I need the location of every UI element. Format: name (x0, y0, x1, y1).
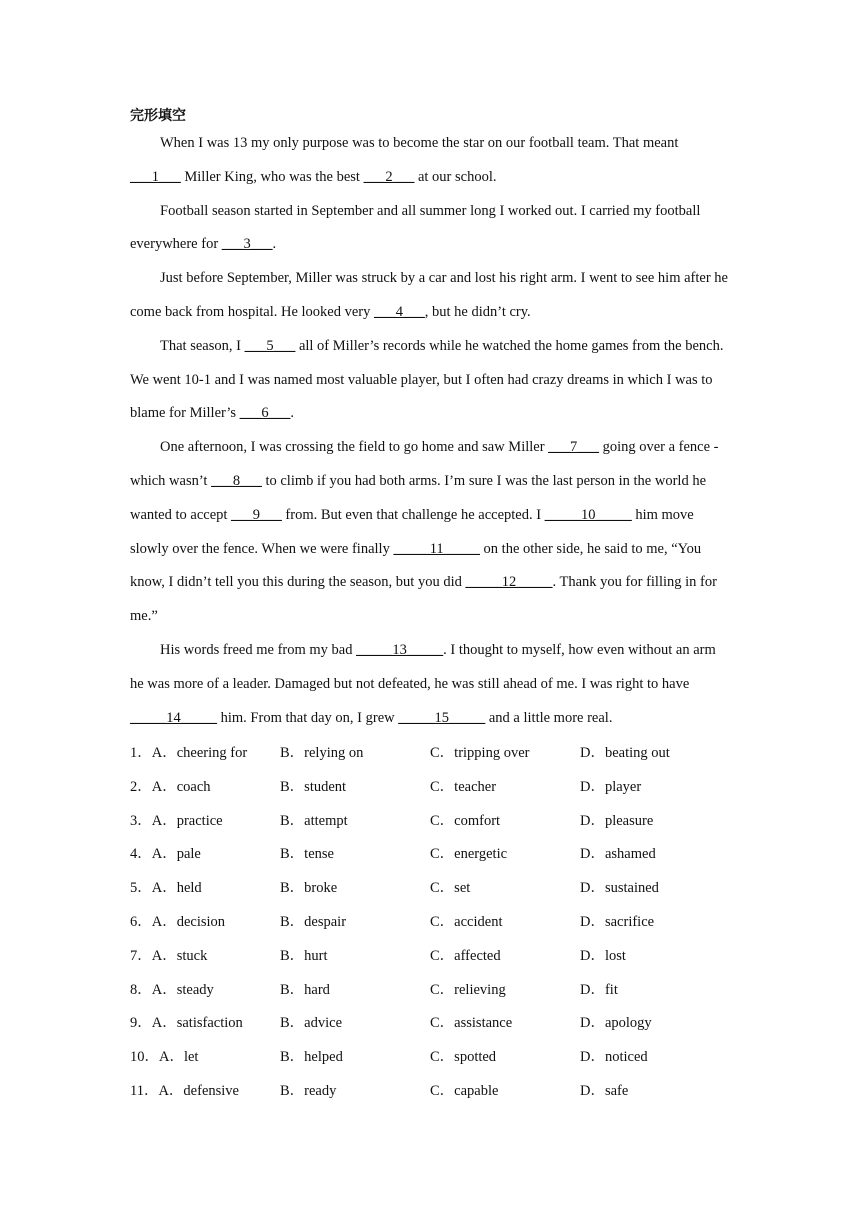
option-b: B．hard (280, 981, 330, 998)
option-c: C．affected (430, 947, 501, 964)
passage-text: . (290, 405, 295, 422)
option-b: B．despair (280, 913, 347, 930)
passage-text: Miller King, who was the best (180, 168, 364, 185)
passage-text: That season, I (160, 337, 245, 354)
option-c: C．capable (430, 1082, 499, 1099)
option-c: C．energetic (430, 846, 508, 863)
cloze-passage (130, 127, 730, 735)
passage-text: and a little more real. (485, 709, 613, 726)
passage-paragraph (130, 431, 730, 634)
option-a: 4．A．pale (130, 846, 201, 863)
passage-text: When I was 13 my only purpose was to become the star on our football team. That meant (160, 135, 679, 151)
passage-paragraph (130, 330, 730, 431)
question-row (130, 1041, 730, 1075)
option-a: 3．A．practice (130, 812, 223, 829)
option-c: C．tripping over (430, 745, 530, 761)
passage-text: to climb if you had both arms. I’m sure I was the last person in the world he wanted to accept (130, 472, 707, 523)
option-b: B．helped (280, 1049, 343, 1066)
passage-text: all of Miller’s records while he watched the home games from the bench. We went 10-1 and I was named most valuable player, but I often had crazy dreams in which I was to blame for Miller’s (130, 337, 724, 422)
option-c: C．spotted (430, 1049, 497, 1066)
option-c: C．comfort (430, 812, 501, 829)
passage-text: One afternoon, I was crossing the field to go home and saw Miller (160, 439, 549, 456)
answer-blank: _____10_____ (544, 506, 632, 523)
answer-options (130, 737, 730, 1109)
passage-text: Just before September, Miller was struck by a car and lost his right arm. I went to see him after he come back from hospital. He looked very (130, 270, 728, 320)
question-row (130, 1075, 730, 1109)
answer-blank: ___7___ (548, 439, 599, 456)
option-a: 2．A．coach (130, 778, 211, 795)
option-a: 11．A．defensive (130, 1082, 239, 1099)
passage-text: His words freed me from my bad (160, 641, 357, 658)
option-b: B．broke (280, 880, 338, 897)
option-b: B．student (280, 778, 347, 795)
question-row (130, 906, 730, 940)
question-row (130, 1007, 730, 1041)
option-c: C．accident (430, 913, 503, 930)
option-d: D．pleasure (580, 812, 654, 829)
option-d: D．noticed (580, 1049, 648, 1066)
option-b: B．relying on (280, 745, 364, 761)
passage-text: at our school. (414, 168, 497, 185)
option-c: C．teacher (430, 778, 497, 795)
passage-paragraph (130, 262, 730, 330)
answer-blank: ___8___ (211, 472, 262, 489)
answer-blank: _____14_____ (130, 709, 217, 726)
answer-blank: ___1___ (130, 168, 181, 185)
passage-text: Football season started in September and all summer long I worked out. I carried my football everywhere for (130, 202, 701, 253)
option-b: B．tense (280, 846, 334, 863)
answer-blank: _____11_____ (393, 540, 480, 557)
passage-text: . I thought to myself, how even without an arm he was more of a leader. Damaged but not defeated, he was still ahead of me. I was right to have (130, 641, 716, 692)
question-row (130, 737, 730, 771)
answer-blank: _____13_____ (356, 641, 444, 658)
option-d: D．ashamed (580, 846, 656, 863)
passage-text: him. From that day on, I grew (217, 709, 399, 726)
passage-text: . (272, 236, 277, 253)
option-a: 6．A．decision (130, 913, 226, 930)
answer-blank: ___3___ (221, 236, 273, 253)
section-heading: 完形填空 (130, 108, 186, 124)
answer-blank: _____15_____ (398, 709, 486, 726)
option-a: 7．A．stuck (130, 947, 208, 964)
question-row (130, 805, 730, 839)
passage-text: , but he didn’t cry. (424, 303, 531, 320)
option-a: 9．A．satisfaction (130, 1015, 243, 1032)
option-d: D．safe (580, 1082, 629, 1099)
answer-blank: ___2___ (363, 168, 415, 185)
option-d: D．beating out (580, 745, 670, 761)
passage-text: him move slowly over the fence. When we were finally (130, 506, 694, 557)
option-d: D．fit (580, 981, 618, 998)
option-c: C．assistance (430, 1015, 513, 1032)
passage-text: on the other side, he said to me, “You know, I didn’t tell you this during the season, but you did (130, 540, 702, 591)
option-b: B．advice (280, 1015, 343, 1032)
question-row (130, 872, 730, 906)
option-d: D．lost (580, 947, 626, 964)
option-a: 8．A．steady (130, 981, 214, 998)
option-c: C．relieving (430, 981, 506, 998)
question-row (130, 838, 730, 872)
passage-text: going over a fence - which wasn’t (130, 439, 719, 489)
answer-blank: ___9___ (231, 506, 282, 523)
answer-blank: ___4___ (374, 303, 425, 320)
option-a: 10．A．let (130, 1049, 199, 1066)
option-d: D．sacrifice (580, 913, 655, 930)
answer-blank: ___6___ (239, 405, 291, 422)
option-a: 1．A．cheering for (130, 745, 248, 761)
passage-paragraph (130, 127, 730, 195)
passage-text: from. But even that challenge he accepted. I (281, 506, 545, 523)
option-b: B．ready (280, 1082, 337, 1099)
answer-blank: _____12_____ (465, 574, 553, 591)
option-c: C．set (430, 880, 471, 897)
passage-paragraph (130, 195, 730, 263)
option-d: D．player (580, 778, 642, 795)
option-b: B．hurt (280, 947, 328, 964)
passage-paragraph (130, 634, 730, 735)
option-d: D．sustained (580, 880, 659, 897)
passage-text: . Thank you for filling in for me.” (130, 574, 717, 625)
answer-blank: ___5___ (244, 337, 296, 354)
question-row (130, 771, 730, 805)
option-d: D．apology (580, 1015, 652, 1032)
option-a: 5．A．held (130, 880, 202, 897)
option-b: B．attempt (280, 812, 348, 829)
question-row (130, 940, 730, 974)
question-row (130, 974, 730, 1008)
